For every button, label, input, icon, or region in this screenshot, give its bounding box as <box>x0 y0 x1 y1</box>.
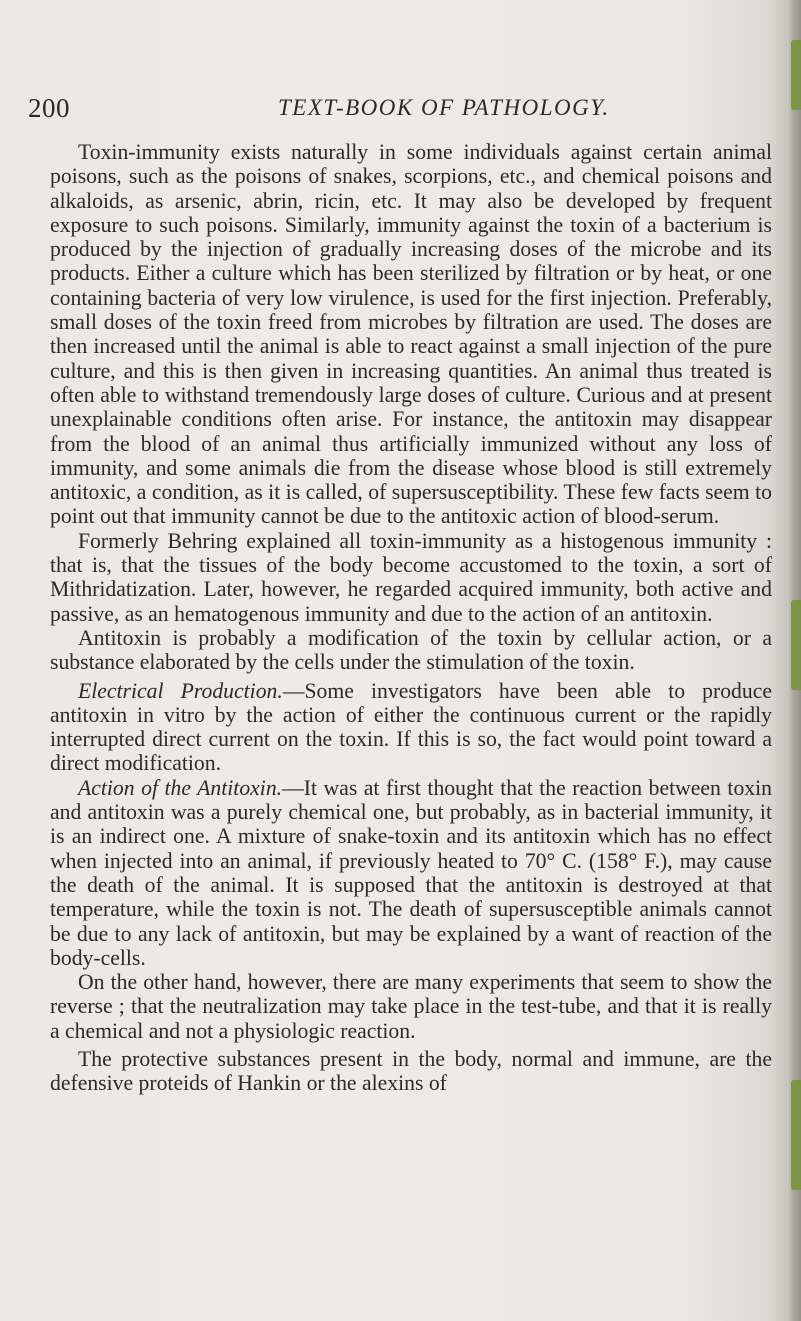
paragraph-text: —It was at first thought that the reaction between toxin and antitoxin was a purely chemical one, but probably, as in bacterial immunity, it is an indirect one. A mixture of snake-toxin and its antitoxin which has no effect when injected into an animal, if previously heated to 70° C. (158° F.), may cause the death of the animal. It is supposed that the antitoxin is destroyed at that temperature, while the toxin is not. The death of supersusceptible animals cannot be due to any lack of antitoxin, but may be explained by a want of reaction of the body-cells. <box>50 775 773 970</box>
paragraph-behring <box>50 529 772 626</box>
page-edge <box>787 0 801 1321</box>
paragraph-text: Formerly Behring explained all toxin-immunity as a histogenous immunity : that is, that the tissues of the body become accustomed to the toxin, a sort of Mithridatization. Later, however, he regarded acquired immunity, both active and passive, as an hematogenous immunity and due to the action of an antitoxin. <box>50 528 772 626</box>
paragraph-other-hand <box>50 970 772 1043</box>
body-text <box>50 140 772 1096</box>
paragraph-text: On the other hand, however, there are many experiments that seem to show the reverse ; that the neutralization may take place in the test-tube, and that it is really a chemical and not a physiologic reaction. <box>50 970 772 1043</box>
paragraph-lead: Action of the Antitoxin. <box>78 775 283 800</box>
paragraph-protective-substances <box>50 1047 772 1096</box>
page-number: 200 <box>28 93 70 123</box>
paragraph-electrical-production <box>50 679 772 776</box>
edge-tab <box>791 1080 801 1190</box>
paragraph-text: Toxin-immunity exists naturally in some individuals against certain animal poisons, such as the poisons of snakes, scorpions, etc., and chemical poisons and alkaloids, as arsenic, abrin, ricin, etc. It may also be developed by frequent exposure to such poisons. Similarly, immunity against the toxin of a bacterium is produced by the injection of gradually increasing doses of the microbe and its products. Either a culture which has been sterilized by filtration or by heat, or one containing bacteria of very low virulence, is used for the first injection. Preferably, small doses of the toxin freed from microbes by filtration are used. The doses are then increased until the animal is able to react against a small injection of the pure culture, and this is then given in increasing quantities. An animal thus treated is often able to withstand tremendously large doses of culture. Curious and at present unexplainable conditions often arise. For instance, the antitoxin may disappear from the blood of an animal thus artificially immunized without any loss of immunity, and some animals die from the disease whose blood is still extremely antitoxic, a condition, as it is called, of supersusceptibility. These few facts seem to point out that immunity cannot be due to the antitoxic action of blood-serum. <box>50 140 772 529</box>
paragraph-text: —Some investigators have been able to produce antitoxin in vitro by the action of either the continuous current or the rapidly interrupted direct current on the toxin. If this is so, the fact would point toward a direct modification. <box>50 678 772 776</box>
paragraph-text: Antitoxin is probably a modification of the toxin by cellular action, or a substance elaborated by the cells under the stimulation of the toxin. <box>50 625 772 675</box>
edge-tab <box>791 40 801 110</box>
paragraph-antitoxin <box>50 626 772 675</box>
paragraph-toxin-immunity <box>50 140 772 529</box>
paragraph-action-of-antitoxin <box>50 776 772 970</box>
paragraph-lead: Electrical Production. <box>78 678 283 703</box>
edge-tab <box>791 600 801 690</box>
paragraph-text: The protective substances present in the body, normal and immune, are the defensive proteids of Hankin or the alexins of <box>50 1046 772 1096</box>
page-header <box>28 93 748 125</box>
running-head: TEXT-BOOK OF PATHOLOGY. <box>278 95 610 120</box>
